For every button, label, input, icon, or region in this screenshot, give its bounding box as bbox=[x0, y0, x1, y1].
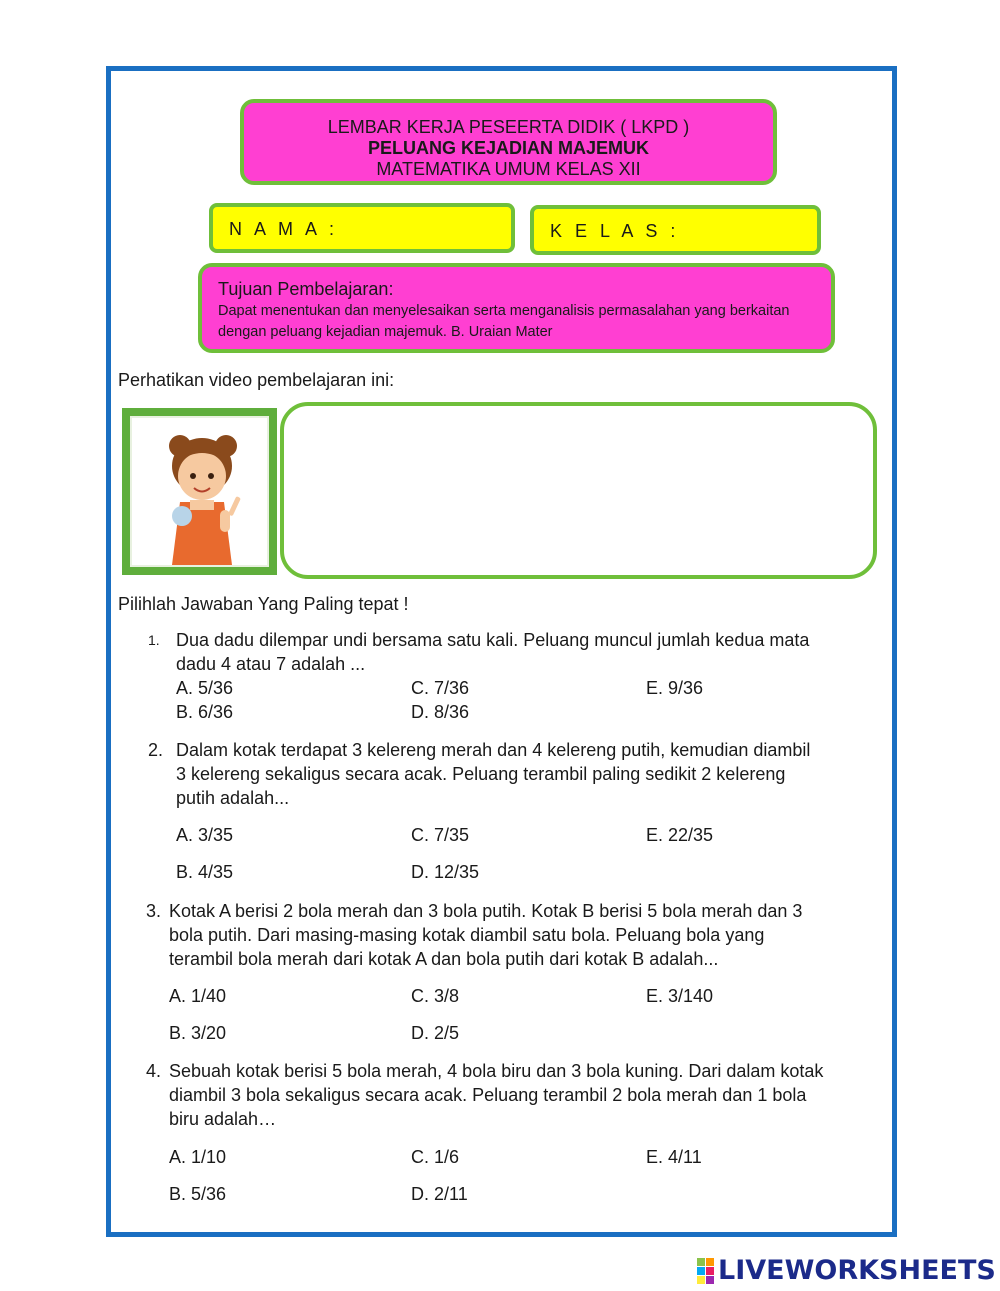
tujuan-text: Dapat menentukan dan menyelesaikan serta menganalisis permasalahan yang berkaitan dengan peluang kejadian majemuk. B. Uraian Mater bbox=[218, 303, 790, 340]
video-player-area[interactable] bbox=[280, 402, 877, 579]
q2-option-b[interactable]: B. 4/35 bbox=[176, 862, 234, 882]
kelas-label: K E L A S : bbox=[550, 221, 680, 241]
q3-option-e[interactable]: E. 3/140 bbox=[646, 986, 714, 1006]
q4-option-d[interactable]: D. 2/11 bbox=[411, 1184, 468, 1204]
q1-option-d[interactable]: D. 8/36 bbox=[411, 702, 470, 722]
q2-option-d[interactable]: D. 12/35 bbox=[411, 862, 480, 882]
nama-field[interactable] bbox=[209, 203, 515, 253]
q1-option-b[interactable]: B. 6/36 bbox=[176, 702, 234, 722]
title-line-1: LEMBAR KERJA PESEERTA DIDIK ( LKPD ) bbox=[327, 117, 690, 137]
tujuan-box bbox=[198, 263, 835, 353]
question-text-line: Dalam kotak terdapat 3 kelereng merah dan 4 kelereng putih, kemudian diambil bbox=[176, 740, 811, 760]
q4-option-b[interactable]: B. 5/36 bbox=[169, 1184, 227, 1204]
instruction-text: Pilihlah Jawaban Yang Paling tepat ! bbox=[118, 594, 409, 614]
question-text-line: terambil bola merah dari kotak A dan bola putih dari kotak B adalah... bbox=[169, 949, 719, 969]
q4-option-a[interactable]: A. 1/10 bbox=[169, 1147, 227, 1167]
question-number: 3. bbox=[146, 901, 162, 921]
question-text-line: 3 kelereng sekaligus secara acak. Peluang terambil paling sedikit 2 kelereng bbox=[176, 764, 786, 784]
liveworksheets-brand[interactable]: LIVEWORKSHEETS bbox=[718, 1255, 996, 1286]
q1-option-a[interactable]: A. 5/36 bbox=[176, 678, 234, 698]
question-number: 1. bbox=[148, 632, 160, 648]
q3-option-b[interactable]: B. 3/20 bbox=[169, 1023, 227, 1043]
q4-option-e[interactable]: E. 4/11 bbox=[646, 1147, 702, 1167]
q2-option-a[interactable]: A. 3/35 bbox=[176, 825, 234, 845]
kelas-field[interactable] bbox=[530, 205, 821, 255]
q2-option-c[interactable]: C. 7/35 bbox=[411, 825, 470, 845]
q1-option-c[interactable]: C. 7/36 bbox=[411, 678, 470, 698]
question-text-line: dadu 4 atau 7 adalah ... bbox=[176, 654, 366, 674]
question-text-line: putih adalah... bbox=[176, 788, 290, 808]
question-text-line: Dua dadu dilempar undi bersama satu kali. Peluang muncul jumlah kedua mata bbox=[176, 630, 810, 650]
q4-option-c[interactable]: C. 1/6 bbox=[411, 1147, 460, 1167]
q3-option-a[interactable]: A. 1/40 bbox=[169, 986, 227, 1006]
q3-option-c[interactable]: C. 3/8 bbox=[411, 986, 460, 1006]
nama-label: N A M A : bbox=[229, 219, 339, 239]
question-text-line: Sebuah kotak berisi 5 bola merah, 4 bola biru dan 3 bola kuning. Dari dalam kotak bbox=[169, 1061, 824, 1081]
question-number: 4. bbox=[146, 1061, 162, 1081]
girl-pointing-icon bbox=[132, 418, 267, 565]
question-text-line: biru adalah… bbox=[169, 1109, 277, 1129]
question-text-line: diambil 3 bola sekaligus secara acak. Peluang terambil 2 bola merah dan 1 bola bbox=[169, 1085, 807, 1105]
tujuan-heading: Tujuan Pembelajaran: bbox=[218, 279, 394, 299]
question-text-line: Kotak A berisi 2 bola merah dan 3 bola putih. Kotak B berisi 5 bola merah dan 3 bbox=[169, 901, 803, 921]
q3-option-d[interactable]: D. 2/5 bbox=[411, 1023, 460, 1043]
title-line-2: PELUANG KEJADIAN MAJEMUK bbox=[367, 138, 650, 158]
q1-option-e[interactable]: E. 9/36 bbox=[646, 678, 704, 698]
video-prompt: Perhatikan video pembelajaran ini: bbox=[118, 370, 395, 390]
question-text-line: bola putih. Dari masing-masing kotak diambil satu bola. Peluang bola yang bbox=[169, 925, 765, 945]
title-line-3: MATEMATIKA UMUM KELAS XII bbox=[376, 159, 641, 179]
question-number: 2. bbox=[148, 740, 164, 760]
worksheet-title-box bbox=[240, 99, 777, 185]
girl-illustration-frame bbox=[122, 408, 277, 575]
q2-option-e[interactable]: E. 22/35 bbox=[646, 825, 714, 845]
